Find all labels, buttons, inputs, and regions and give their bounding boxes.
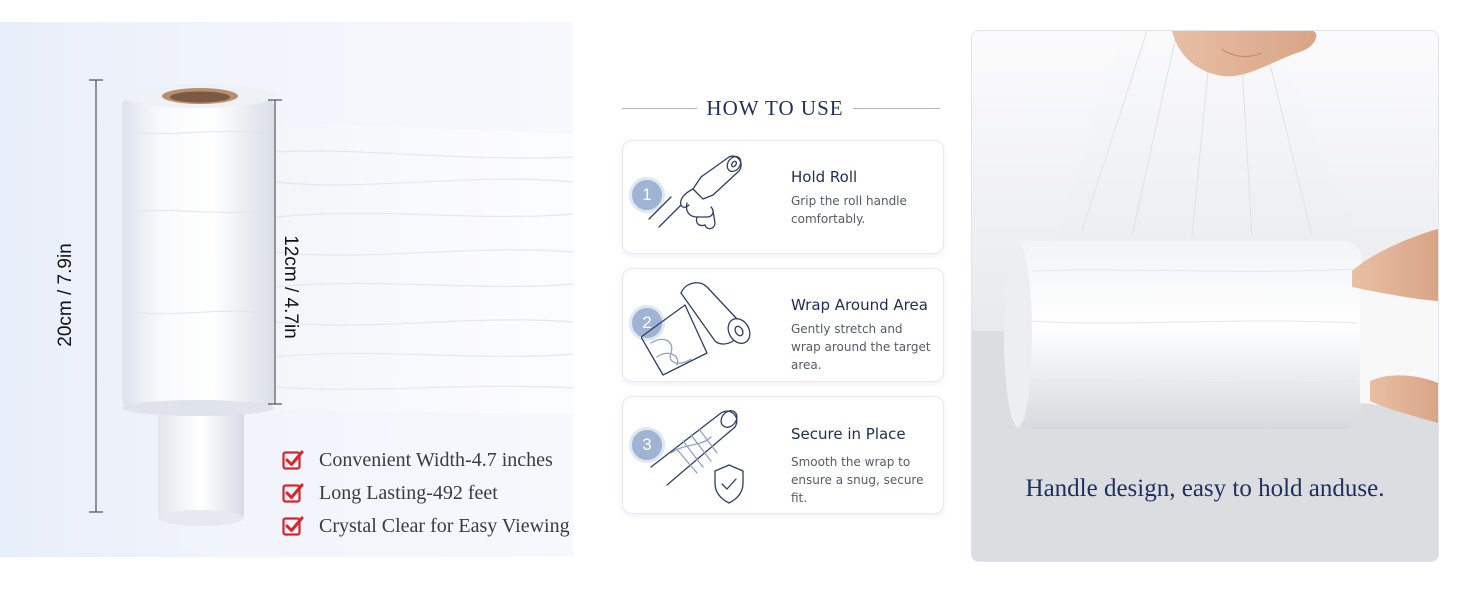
handle-design-caption: Handle design, easy to hold anduse.: [1025, 475, 1385, 502]
step-card-wrap-around-area: [622, 268, 944, 382]
step-title: Wrap Around Area: [791, 296, 928, 314]
hand-holding-roll-icon: [641, 147, 751, 247]
how-to-use-panel: [600, 0, 960, 600]
step-card-secure-in-place: [622, 396, 944, 514]
checkbox-checked-icon: [282, 515, 304, 537]
step-number-badge: 1: [629, 177, 665, 213]
checkbox-checked-icon: [282, 482, 304, 504]
handle-demo-panel: [971, 30, 1439, 562]
roll-height-label: 20cm / 7.9in: [55, 243, 76, 347]
step-title: Hold Roll: [791, 168, 858, 186]
feature-text: Convenient Width-4.7 inches: [319, 448, 553, 471]
product-dimensions-panel: [0, 22, 573, 557]
roll-width-label: 12cm / 4.7in: [280, 235, 301, 339]
step-number-badge: 2: [629, 305, 665, 341]
title-divider-right: [853, 108, 940, 109]
feature-item: [282, 447, 553, 473]
step-number-badge: 3: [629, 427, 665, 463]
feature-item: [282, 513, 570, 539]
step-title: Secure in Place: [791, 425, 906, 443]
feature-text: Long Lasting-492 feet: [319, 481, 498, 504]
feature-item: [282, 480, 498, 506]
how-to-use-title: HOW TO USE: [706, 96, 844, 120]
step-description: Smooth the wrap to ensure a snug, secure fit.: [791, 455, 924, 505]
step-description: Grip the roll handle comfortably.: [791, 194, 907, 226]
step-description: Gently stretch and wrap around the target area.: [791, 322, 931, 372]
shield-check-icon: [641, 403, 751, 507]
checkbox-checked-icon: [282, 449, 304, 471]
feature-text: Crystal Clear for Easy Viewing: [319, 514, 570, 537]
wrap-around-icon: [641, 275, 751, 379]
step-card-hold-roll: [622, 140, 944, 254]
